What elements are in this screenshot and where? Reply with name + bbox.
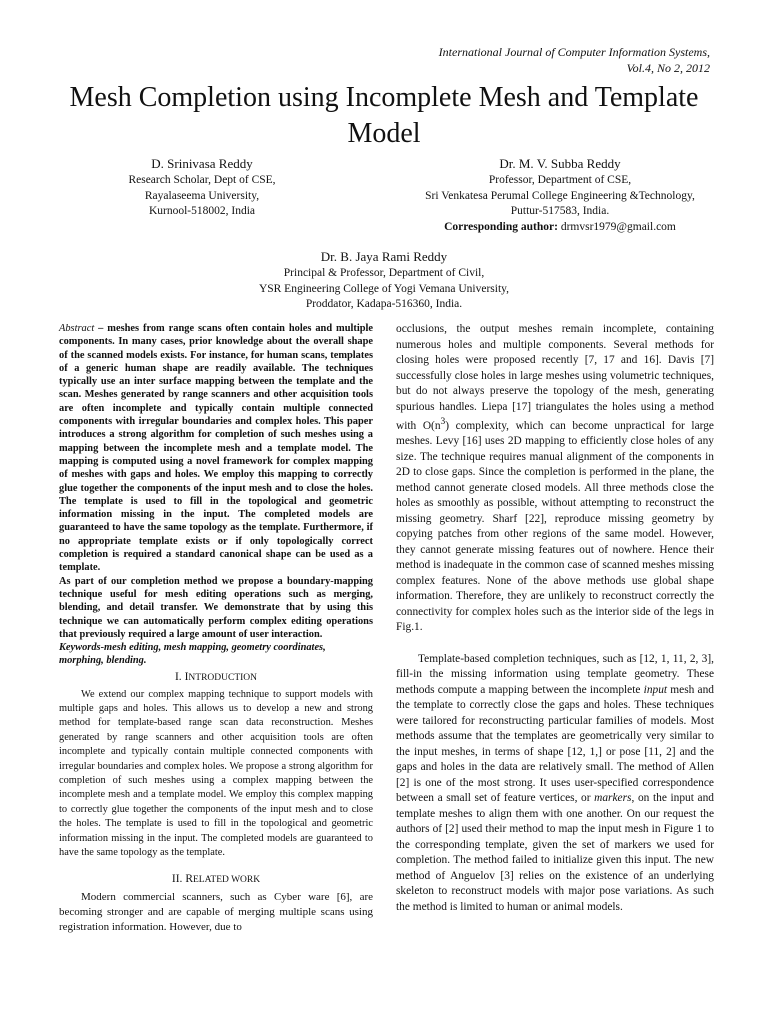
author-affiliation-line: YSR Engineering College of Yogi Vemana University,: [258, 282, 510, 295]
left-column: [59, 322, 373, 935]
related-work-paragraph: Modern commercial scanners, such as Cyber ware [6], are becoming stronger and are capable of merging multiple scans using registration information. However, due to: [59, 891, 373, 934]
abstract-paragraph-2: As part of our completion method we propose a boundary-mapping technique useful for mesh editing operations such as merging, blending, and detail transfer. We demonstrate that by using this technique we can automatically perform complex editing operations that previously required a large amount of user interaction.: [59, 575, 373, 640]
author-affiliation-line: Sri Venkatesa Perumal College Engineering &Technology,: [425, 189, 695, 202]
author-affiliation-line: Puttur-517583, India.: [510, 205, 610, 217]
abstract-paragraph: Abstract – meshes from range scans often contain holes and multiple components. In many cases, prior knowledge about the overall shape of the scanned models exists. For instance, for human scans, templates of a generic human shape are readily available. The techniques typically use an inter surface mapping between the template and the scan. Meshes generated by range scanners and other acquisition tools are often incomplete and typically contain multiple connected components with irregular boundaries and complex holes. This paper introduces a strong algorithm for completion of such meshes using a mapping between the incomplete mesh and a template model. The mapping is computed using a novel framework for complex mapping of meshes with gaps and holes. We employ this mapping to correctly glue together the components of the input mesh and to close the holes. The template is used to fill in the topological and geometric information missing in the input. The completed models are guaranteed to have the same topology as the template. Furthermore, if no appropriate template exists or if only topologically correct completion is required a standard canonical shape can be used as a template.: [59, 323, 373, 574]
keywords: Keywords-mesh editing, mesh mapping, geometry coordinates, morphing, blending.: [59, 642, 326, 667]
author-affiliation-line: Principal & Professor, Department of Civil,: [283, 267, 485, 279]
section-heading-related-work: II. RELATED WORK: [171, 873, 261, 886]
abstract-label: Abstract: [59, 323, 95, 334]
journal-header: [439, 44, 710, 76]
author-affiliation-line: Proddator, Kadapa-516360, India.: [305, 298, 463, 310]
author-block-2: [390, 154, 730, 235]
author-block-1: [72, 154, 332, 220]
corresponding-author-label: Corresponding author:: [444, 220, 558, 233]
abstract-text: meshes from range scans often contain holes and multiple components. In many cases, prior knowledge about the overall shape of the scanned models exists. For instance, for human scans, templates of a generic human shape are readily available. The techniques typically use an inter surface mapping between the template and the scan. Meshes generated by range scanners and other acquisition tools are often incomplete and typically contain multiple connected components with irregular boundaries and complex holes. This paper introduces a strong algorithm for completion of such meshes using a mapping between the incomplete mesh and a template model. The mapping is computed using a novel framework for complex mapping of meshes with gaps and holes. We employ this mapping to correctly glue together the components of the input mesh and to close the holes. The template is used to fill in the topological and geometric information missing in the input. The completed models are guaranteed to have the same topology as the template. Furthermore, if no appropriate template exists or if only topologically correct completion is required a standard canonical shape can be used as a template.: [59, 323, 373, 574]
body-paragraph: Template-based completion techniques, such as [12, 1, 11, 2, 3], fill-in the missing information using template geometry. These methods compute a mapping between the incomplete input mesh and the template to correctly close the gaps and holes. These techniques were tailored for reconstructing particular families of models. Most methods assume that the templates are geometrically very similar to the input meshes, in terms of shape [12, 1,] or pose [11, 2] and the gaps and holes in the data are relatively small. The method of Allen [2] is one of the most strong. It uses user-specified correspondence between a small set of feature vertices, or markers, on the input and template meshes to align them with one another. On our request the authors of [2] used their method to map the input mesh in Figure 1 to the corresponding template, given the set of markers we used for completion. The method failed to initialize given this input. The new method of Anguelov [3] relies on the existence of an underlying skeleton to reconstruct models with major pose variations. As such the method is limited to human or animal models.: [396, 652, 714, 913]
author-block-3: [184, 247, 584, 313]
journal-name: International Journal of Computer Information Systems,: [438, 45, 710, 59]
introduction-paragraph: We extend our complex mapping technique to support models with multiple gaps and holes. This allows us to develop a new and strong method for template-based range scan data reconstruction. Meshes generated by range scanners and other acquisition tools are often incomplete and typically contain multiple connected components with irregular boundaries and complex holes. We propose a strong algorithm for completion of such meshes using a complex mapping between the incomplete mesh and a template model. We employ this complex mapping to correctly glue together the components of the input mesh and to close the holes. The template is used to fill in the topological and geometric information missing in the input. The completed models are guaranteed to have the same topology as the template.: [59, 688, 373, 858]
paper-title: Mesh Completion using Incomplete Mesh and Template Model: [69, 82, 699, 149]
author-affiliation-line: Research Scholar, Dept of CSE,: [128, 174, 276, 186]
corresponding-author-email: drmvsr1979@gmail.com: [560, 220, 676, 233]
author-affiliation-line: Professor, Department of CSE,: [488, 174, 632, 186]
author-name: D. Srinivasa Reddy: [151, 156, 253, 171]
body-paragraph: occlusions, the output meshes remain incomplete, containing numerous holes and multiple components. Several methods for closing holes were proposed recently [7, 17 and 16]. Davis [7] successfully close holes in large meshes using volumetric techniques, but do not always preserve the topology of the mesh, generating spurious handles. Liepa [17] triangulates the holes using a method with $O(n^3)$ complexity, which can become unpractical for large meshes. Levy [16] uses 2D mapping to efficiently close holes of any size. The technique requires manual alignment of the components in 2D to close gaps. Since the completion is performed in the plane, the method cannot generate closed models. All three methods close the holes as smoothly as possible, without attempting to reconstruct the missing geometry. Sharf [22], reproduce missing geometry by copying patches from other regions of the same model. However, they cannot generate missing features out of nowhere. Hence their method is inadequate in the common case of scanned meshes missing complex features. None of the above methods use global shape information. Therefore, they are unlikely to reconstruct correctly the connectivity for complex holes such as the interior side of the legs in Fig.1.: [396, 323, 714, 634]
author-affiliation-line: Kurnool-518002, India: [148, 205, 256, 217]
author-name: Dr. M. V. Subba Reddy: [499, 156, 621, 171]
corresponding-author: [390, 220, 730, 236]
right-column: [396, 322, 714, 915]
author-name: Dr. B. Jaya Rami Reddy: [320, 249, 448, 264]
author-affiliation-line: Rayalaseema University,: [144, 189, 260, 202]
journal-volume: Vol.4, No 2, 2012: [626, 61, 710, 75]
section-heading-introduction: I. INTRODUCTION: [174, 670, 258, 683]
